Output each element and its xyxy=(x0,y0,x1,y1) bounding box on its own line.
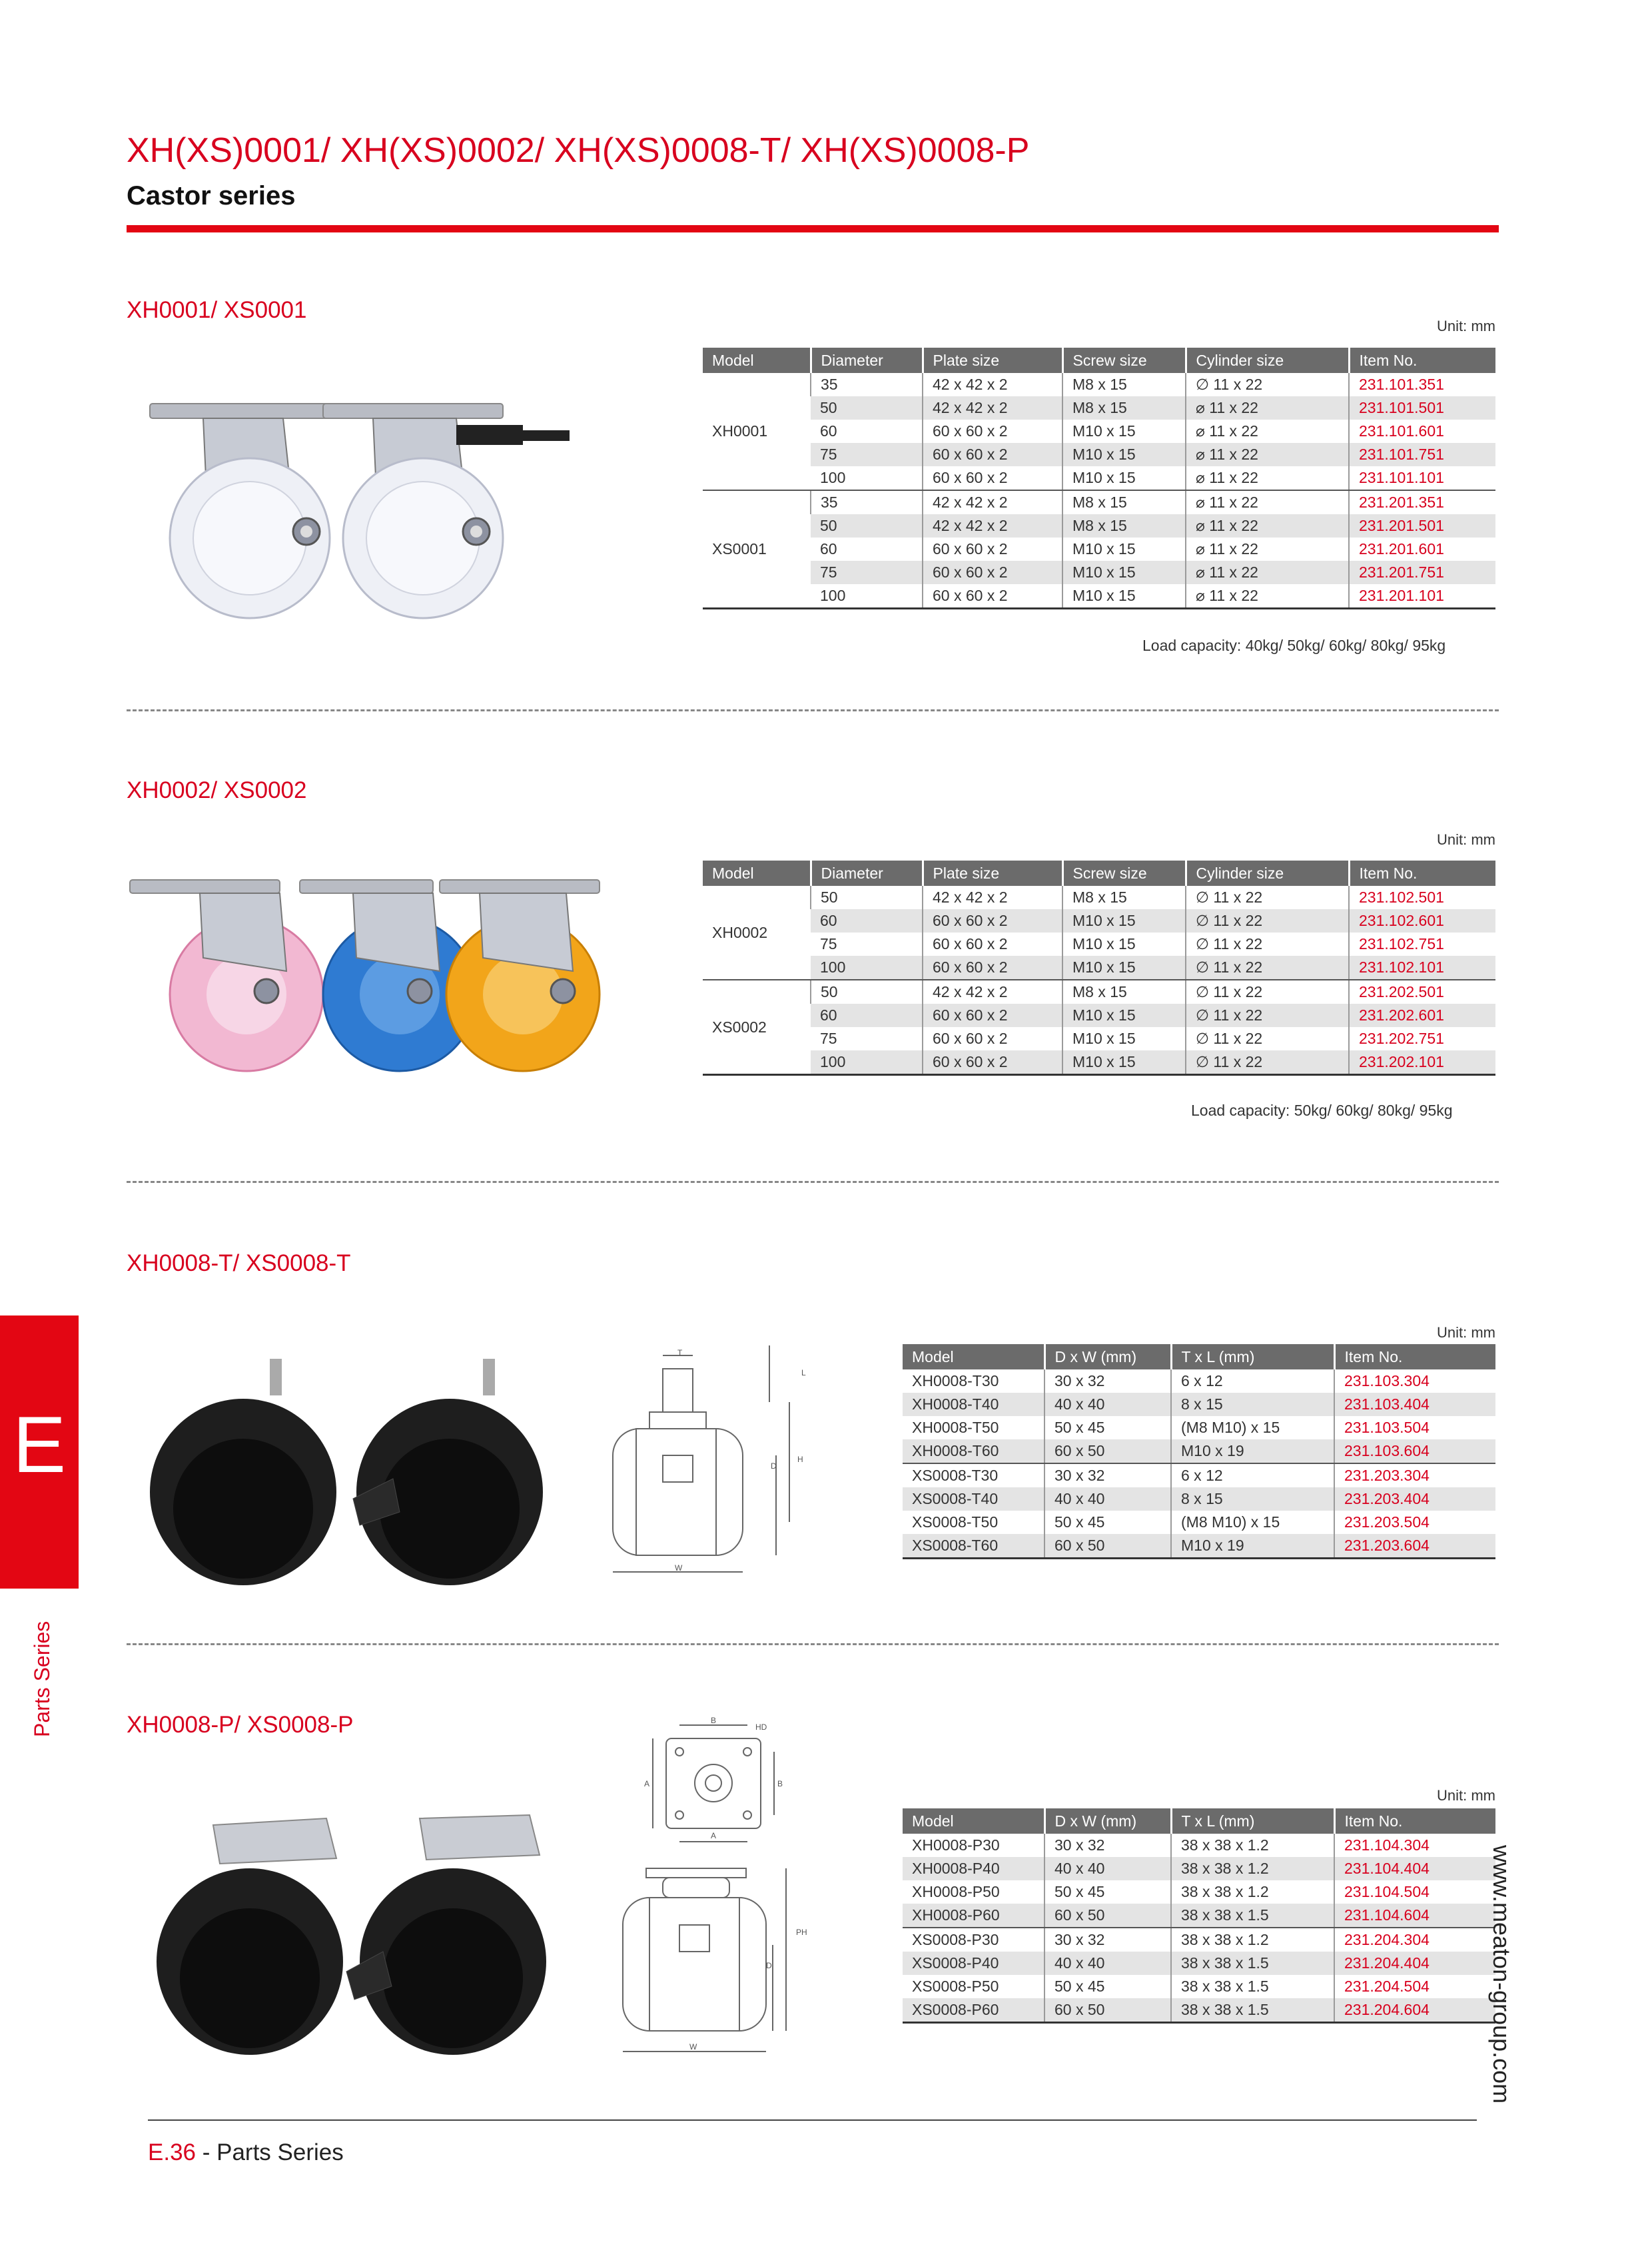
column-header: Model xyxy=(703,861,811,886)
table-cell: 38 x 38 x 1.5 xyxy=(1171,1975,1334,1998)
table-cell: 38 x 38 x 1.2 xyxy=(1171,1857,1334,1880)
item-number-cell: 231.103.604 xyxy=(1334,1439,1495,1463)
table-cell: 75 xyxy=(811,443,923,466)
page-number: E.36 xyxy=(148,2139,196,2165)
table-header-row xyxy=(703,861,1495,886)
spec-table-xh0002 xyxy=(703,861,1495,1076)
table-cell: 42 x 42 x 2 xyxy=(923,373,1062,396)
item-number-cell: 231.203.504 xyxy=(1334,1511,1495,1534)
table-cell: XH0008-T60 xyxy=(903,1439,1044,1463)
item-number-cell: 231.204.504 xyxy=(1334,1975,1495,1998)
table-cell: ∅ 11 x 22 xyxy=(1186,909,1349,933)
spec-table-xh0001 xyxy=(703,348,1495,609)
plate-top-view-drawing xyxy=(641,1715,787,1845)
table-row xyxy=(903,1369,1495,1393)
table-cell: ⌀ 11 x 22 xyxy=(1186,561,1349,584)
item-number-cell: 231.201.751 xyxy=(1349,561,1495,584)
table-row xyxy=(903,1952,1495,1975)
table-cell: 42 x 42 x 2 xyxy=(923,396,1062,420)
table-row xyxy=(703,956,1495,980)
table-row xyxy=(903,1904,1495,1928)
table-cell: 30 x 32 xyxy=(1044,1928,1171,1952)
item-number-cell: 231.103.504 xyxy=(1334,1416,1495,1439)
table-header-row xyxy=(903,1344,1495,1369)
table-cell: XH0008-P60 xyxy=(903,1904,1044,1928)
table-cell: 60 x 60 x 2 xyxy=(923,584,1062,609)
load-capacity: Load capacity: 40kg/ 50kg/ 60kg/ 80kg/ 95kg xyxy=(1142,637,1446,654)
model-cell: XH0002 xyxy=(703,886,811,980)
table-row xyxy=(703,933,1495,956)
header-rule xyxy=(127,225,1499,232)
table-row xyxy=(903,1928,1495,1952)
table-cell: 60 x 60 x 2 xyxy=(923,1004,1062,1027)
item-number-cell: 231.202.601 xyxy=(1349,1004,1495,1027)
table-cell: (M8 M10) x 15 xyxy=(1171,1416,1334,1439)
section-divider xyxy=(127,1181,1499,1183)
website-url: www.meaton-group.com xyxy=(1488,1845,1515,2104)
table-cell: 50 xyxy=(811,514,923,538)
table-cell: XH0008-P50 xyxy=(912,1883,1000,1900)
castor-stem-drawing xyxy=(596,1342,823,1592)
item-number-cell: 231.203.404 xyxy=(1334,1487,1495,1511)
item-number-cell: 231.202.501 xyxy=(1349,980,1495,1004)
item-number-cell: 231.101.751 xyxy=(1349,443,1495,466)
unit-label: Unit: mm xyxy=(1437,1324,1495,1341)
table-cell: XS0008-P40 xyxy=(903,1952,1044,1975)
table-row xyxy=(903,1439,1495,1463)
table-cell: 38 x 38 x 1.5 xyxy=(1171,1904,1334,1928)
table-cell: ∅ 11 x 22 xyxy=(1186,373,1349,396)
spec-table-xh0008t xyxy=(903,1344,1495,1559)
item-number-cell: 231.203.304 xyxy=(1334,1463,1495,1487)
table-row xyxy=(903,1834,1495,1857)
dim-label: A xyxy=(711,1831,717,1840)
table-cell: 60 x 50 xyxy=(1044,1998,1171,2023)
column-header: Screw size xyxy=(1062,348,1186,373)
section-heading-xh0001: XH0001/ XS0001 xyxy=(127,297,307,323)
table-cell: 75 xyxy=(820,1030,837,1047)
spec-table-xh0008p xyxy=(903,1808,1495,2024)
item-number-cell: 231.104.604 xyxy=(1334,1904,1495,1928)
table-cell: 60 x 60 x 2 xyxy=(923,420,1062,443)
column-header: Plate size xyxy=(923,348,1062,373)
table-row xyxy=(703,538,1495,561)
table-cell: 42 x 42 x 2 xyxy=(923,886,1062,909)
table-cell: 60 x 60 x 2 xyxy=(923,443,1062,466)
table-cell: 60 x 60 x 2 xyxy=(923,1050,1062,1075)
dim-label: B xyxy=(777,1779,783,1788)
model-cell: XS0001 xyxy=(703,490,811,609)
table-cell: M10 x 15 xyxy=(1062,420,1186,443)
table-cell: M10 x 15 xyxy=(1062,584,1186,609)
dim-label: H xyxy=(797,1455,803,1464)
item-number-cell: 231.101.101 xyxy=(1349,466,1495,490)
table-row xyxy=(903,1511,1495,1534)
table-row xyxy=(703,396,1495,420)
table-row xyxy=(703,1027,1495,1050)
item-number-cell: 231.204.304 xyxy=(1334,1928,1495,1952)
castor-clear-photo xyxy=(143,398,583,628)
table-cell: ⌀ 11 x 22 xyxy=(1186,490,1349,514)
table-cell: M10 x 15 xyxy=(1062,1004,1186,1027)
dim-label: W xyxy=(675,1563,683,1573)
dim-label: W xyxy=(689,2042,697,2052)
table-cell: 60 xyxy=(811,1004,923,1027)
table-cell: ∅ 11 x 22 xyxy=(1186,933,1349,956)
item-number-cell: 231.204.404 xyxy=(1334,1952,1495,1975)
column-header: Item No. xyxy=(1334,1808,1495,1834)
item-number-cell: 231.102.501 xyxy=(1349,886,1495,909)
table-cell: M10 x 15 xyxy=(1062,443,1186,466)
load-capacity: Load capacity: 50kg/ 60kg/ 80kg/ 95kg xyxy=(1191,1102,1453,1119)
table-cell: 42 x 42 x 2 xyxy=(923,514,1062,538)
table-cell: 60 xyxy=(820,540,837,558)
table-cell: M8 x 15 xyxy=(1062,514,1186,538)
column-header: Model xyxy=(903,1344,1044,1369)
model-cell: XS0002 xyxy=(703,980,811,1075)
table-cell: 50 xyxy=(811,980,923,1004)
model-cell: XH0001 xyxy=(703,373,811,490)
table-cell: 100 xyxy=(811,956,923,980)
table-cell: 60 x 60 x 2 xyxy=(923,538,1062,561)
table-cell: 30 x 32 xyxy=(1044,1463,1171,1487)
item-number-cell: 231.104.304 xyxy=(1334,1834,1495,1857)
table-cell: 50 xyxy=(811,396,923,420)
table-cell: 30 x 32 xyxy=(1044,1369,1171,1393)
table-cell: 6 x 12 xyxy=(1171,1463,1334,1487)
table-cell: 60 x 50 xyxy=(1044,1904,1171,1928)
column-header: Model xyxy=(903,1808,1044,1834)
table-cell: 40 x 40 xyxy=(1044,1952,1171,1975)
table-cell: 60 x 60 x 2 xyxy=(923,909,1062,933)
table-cell: 38 x 38 x 1.2 xyxy=(1171,1928,1334,1952)
table-row xyxy=(703,514,1495,538)
table-cell: 100 xyxy=(811,1050,923,1075)
table-cell: 100 xyxy=(811,584,923,609)
section-divider xyxy=(127,709,1499,711)
table-row xyxy=(703,909,1495,933)
table-cell: M8 x 15 xyxy=(1062,980,1186,1004)
table-row xyxy=(903,1857,1495,1880)
dim-label: T xyxy=(677,1348,683,1357)
table-cell: M10 x 19 xyxy=(1171,1439,1334,1463)
table-row xyxy=(703,1050,1495,1075)
table-cell: 50 x 45 xyxy=(1044,1975,1171,1998)
table-row xyxy=(703,584,1495,609)
column-header: D x W (mm) xyxy=(1044,1808,1171,1834)
table-cell: ⌀ 11 x 22 xyxy=(1186,538,1349,561)
table-cell: 75 xyxy=(820,935,837,952)
table-cell: ∅ 11 x 22 xyxy=(1186,886,1349,909)
item-number-cell: 231.101.601 xyxy=(1349,420,1495,443)
item-number-cell: 231.201.101 xyxy=(1349,584,1495,609)
dim-label: L xyxy=(801,1368,806,1377)
table-row xyxy=(903,1487,1495,1511)
page-title: XH(XS)0001/ XH(XS)0002/ XH(XS)0008-T/ XH(XS)0008-P xyxy=(127,131,1030,170)
table-cell: 50 x 45 xyxy=(1044,1416,1171,1439)
dim-label: D xyxy=(771,1461,777,1471)
table-cell: 40 x 40 xyxy=(1044,1857,1171,1880)
dim-label: A xyxy=(644,1779,650,1788)
twin-wheel-castor-plate-photo xyxy=(147,1812,560,2058)
column-header: Item No. xyxy=(1349,348,1495,373)
unit-label: Unit: mm xyxy=(1437,1787,1495,1804)
table-cell: 50 x 45 xyxy=(1044,1880,1171,1904)
section-heading-xh0008p: XH0008-P/ XS0008-P xyxy=(127,1712,354,1738)
table-cell: M10 x 15 xyxy=(1062,561,1186,584)
table-cell: ⌀ 11 x 22 xyxy=(1186,584,1349,609)
unit-label: Unit: mm xyxy=(1437,318,1495,334)
table-row xyxy=(903,1534,1495,1559)
table-cell: 35 xyxy=(811,373,923,396)
table-row xyxy=(903,1880,1495,1904)
table-header-row xyxy=(703,348,1495,373)
table-cell: M10 x 15 xyxy=(1062,956,1186,980)
table-cell: 35 xyxy=(811,490,923,514)
table-cell: M8 x 15 xyxy=(1062,490,1186,514)
table-row xyxy=(903,1975,1495,1998)
table-cell: 100 xyxy=(811,466,923,490)
dim-label: PH xyxy=(796,1928,807,1937)
table-cell: ⌀ 11 x 22 xyxy=(1186,466,1349,490)
table-header-row xyxy=(903,1808,1495,1834)
chapter-label: Parts Series xyxy=(30,1621,54,1737)
table-cell: 6 x 12 xyxy=(1171,1369,1334,1393)
table-cell: M10 x 19 xyxy=(1171,1534,1334,1559)
table-cell: ⌀ 11 x 22 xyxy=(1186,514,1349,538)
table-cell: 60 x 50 xyxy=(1044,1439,1171,1463)
table-cell: 50 xyxy=(811,886,923,909)
table-cell: XH0008-P30 xyxy=(912,1836,1000,1854)
table-row xyxy=(703,561,1495,584)
table-cell: M10 x 15 xyxy=(1062,466,1186,490)
table-cell: 60 x 60 x 2 xyxy=(923,466,1062,490)
table-cell: XH0008-T30 xyxy=(912,1372,999,1389)
page-subtitle: Castor series xyxy=(127,181,296,210)
table-cell: 50 x 45 xyxy=(1044,1511,1171,1534)
column-header: Screw size xyxy=(1062,861,1186,886)
table-cell: M8 x 15 xyxy=(1062,886,1186,909)
table-cell: 40 x 40 xyxy=(1044,1393,1171,1416)
table-cell: ∅ 11 x 22 xyxy=(1186,980,1349,1004)
table-cell: 42 x 42 x 2 xyxy=(923,980,1062,1004)
table-cell: 60 x 60 x 2 xyxy=(923,1027,1062,1050)
table-cell: XS0008-P60 xyxy=(903,1998,1044,2023)
table-cell: 60 x 60 x 2 xyxy=(923,956,1062,980)
table-cell: M8 x 15 xyxy=(1062,373,1186,396)
table-cell: 60 x 60 x 2 xyxy=(923,933,1062,956)
chapter-letter: E xyxy=(12,1400,67,1489)
column-header: Diameter xyxy=(811,861,923,886)
table-cell: XS0008-T60 xyxy=(903,1534,1044,1559)
item-number-cell: 231.102.601 xyxy=(1349,909,1495,933)
item-number-cell: 231.104.404 xyxy=(1334,1857,1495,1880)
section-heading-xh0008t: XH0008-T/ XS0008-T xyxy=(127,1250,351,1276)
item-number-cell: 231.201.501 xyxy=(1349,514,1495,538)
table-cell: 60 xyxy=(820,422,837,440)
table-cell: 30 x 32 xyxy=(1044,1834,1171,1857)
table-cell: M10 x 15 xyxy=(1062,1050,1186,1075)
column-header: T x L (mm) xyxy=(1171,1808,1334,1834)
dim-label: B xyxy=(711,1716,717,1725)
item-number-cell: 231.101.501 xyxy=(1349,396,1495,420)
footer-rule xyxy=(148,2119,1477,2121)
page-footer xyxy=(148,2139,344,2166)
dim-label: HD xyxy=(755,1722,767,1732)
column-header: Cylinder size xyxy=(1186,861,1349,886)
column-header: Item No. xyxy=(1334,1344,1495,1369)
table-cell: XH0008-T50 xyxy=(912,1419,999,1436)
table-row xyxy=(903,1463,1495,1487)
table-cell: XS0008-P50 xyxy=(912,1978,999,1995)
item-number-cell: 231.101.351 xyxy=(1349,373,1495,396)
table-cell: M10 x 15 xyxy=(1062,538,1186,561)
table-cell: XH0008-P40 xyxy=(903,1857,1044,1880)
column-header: Diameter xyxy=(811,348,923,373)
item-number-cell: 231.202.101 xyxy=(1349,1050,1495,1075)
item-number-cell: 231.201.601 xyxy=(1349,538,1495,561)
table-cell: 8 x 15 xyxy=(1171,1393,1334,1416)
table-cell: 42 x 42 x 2 xyxy=(923,490,1062,514)
item-number-cell: 231.103.304 xyxy=(1334,1369,1495,1393)
table-cell: ⌀ 11 x 22 xyxy=(1186,396,1349,420)
table-row xyxy=(703,466,1495,490)
table-row xyxy=(903,1393,1495,1416)
table-cell: ⌀ 11 x 22 xyxy=(1186,443,1349,466)
column-header: T x L (mm) xyxy=(1171,1344,1334,1369)
table-row xyxy=(903,1416,1495,1439)
column-header: Model xyxy=(703,348,811,373)
table-row xyxy=(903,1998,1495,2023)
table-cell: 60 x 60 x 2 xyxy=(923,561,1062,584)
table-cell: ∅ 11 x 22 xyxy=(1186,956,1349,980)
table-cell: 60 xyxy=(811,909,923,933)
table-cell: XS0008-T40 xyxy=(903,1487,1044,1511)
column-header: Item No. xyxy=(1349,861,1495,886)
table-row xyxy=(703,420,1495,443)
table-cell: ∅ 11 x 22 xyxy=(1186,1004,1349,1027)
table-cell: M8 x 15 xyxy=(1062,396,1186,420)
table-row xyxy=(703,490,1495,514)
table-cell: ∅ 11 x 22 xyxy=(1186,1050,1349,1075)
table-cell: XS0008-T50 xyxy=(912,1513,999,1531)
item-number-cell: 231.103.404 xyxy=(1334,1393,1495,1416)
table-cell: M10 x 15 xyxy=(1062,933,1186,956)
column-header: Plate size xyxy=(923,861,1062,886)
item-number-cell: 231.202.751 xyxy=(1349,1027,1495,1050)
table-cell: 75 xyxy=(811,561,923,584)
item-number-cell: 231.204.604 xyxy=(1334,1998,1495,2023)
table-row xyxy=(703,443,1495,466)
table-row xyxy=(703,373,1495,396)
twin-wheel-castor-stem-photo xyxy=(147,1352,553,1589)
unit-label: Unit: mm xyxy=(1437,831,1495,848)
item-number-cell: 231.203.604 xyxy=(1334,1534,1495,1559)
table-cell: 38 x 38 x 1.5 xyxy=(1171,1998,1334,2023)
castor-plate-side-drawing xyxy=(606,1858,823,2065)
table-cell: (M8 M10) x 15 xyxy=(1171,1511,1334,1534)
column-header: Cylinder size xyxy=(1186,348,1349,373)
item-number-cell: 231.102.101 xyxy=(1349,956,1495,980)
column-header: D x W (mm) xyxy=(1044,1344,1171,1369)
table-cell: XS0008-P30 xyxy=(912,1931,999,1948)
table-cell: M10 x 15 xyxy=(1062,1027,1186,1050)
table-cell: ⌀ 11 x 22 xyxy=(1186,420,1349,443)
item-number-cell: 231.201.351 xyxy=(1349,490,1495,514)
table-cell: 40 x 40 xyxy=(1044,1487,1171,1511)
table-row xyxy=(703,980,1495,1004)
table-cell: M10 x 15 xyxy=(1062,909,1186,933)
item-number-cell: 231.104.504 xyxy=(1334,1880,1495,1904)
table-cell: XH0008-T40 xyxy=(903,1393,1044,1416)
table-cell: XS0008-T30 xyxy=(912,1467,999,1484)
table-cell: 60 x 50 xyxy=(1044,1534,1171,1559)
table-row xyxy=(703,1004,1495,1027)
table-cell: ∅ 11 x 22 xyxy=(1186,1027,1349,1050)
dim-label: D xyxy=(766,1961,772,1970)
table-cell: 8 x 15 xyxy=(1171,1487,1334,1511)
table-cell: 38 x 38 x 1.5 xyxy=(1171,1952,1334,1975)
castor-color-photo xyxy=(127,878,606,1081)
table-row xyxy=(703,886,1495,909)
footer-text: - Parts Series xyxy=(196,2139,344,2165)
table-cell: 38 x 38 x 1.2 xyxy=(1171,1834,1334,1857)
section-heading-xh0002: XH0002/ XS0002 xyxy=(127,777,307,803)
item-number-cell: 231.102.751 xyxy=(1349,933,1495,956)
table-cell: 38 x 38 x 1.2 xyxy=(1171,1880,1334,1904)
section-divider xyxy=(127,1643,1499,1645)
